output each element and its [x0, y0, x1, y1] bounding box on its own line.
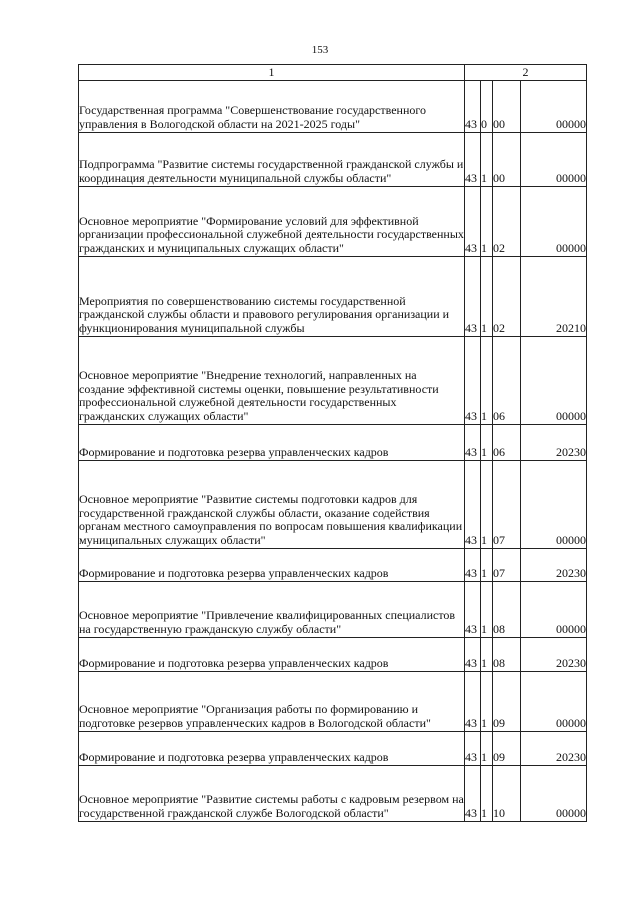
row-name: Формирование и подготовка резерва управленческих кадров	[79, 732, 465, 766]
code-a: 43	[465, 461, 481, 549]
table-row	[79, 257, 587, 337]
table-row	[79, 461, 587, 549]
code-d: 20230	[521, 549, 587, 582]
code-b: 1	[481, 638, 493, 672]
code-d: 00000	[521, 81, 587, 133]
code-b: 1	[481, 582, 493, 638]
code-c: 06	[493, 425, 521, 461]
code-b: 1	[481, 337, 493, 425]
row-name: Мероприятия по совершенствованию системы государственной гражданской службы области и правового регулирования организации и функционирования муниципальной службы	[79, 257, 465, 337]
table-row	[79, 81, 587, 133]
row-name: Формирование и подготовка резерва управленческих кадров	[79, 549, 465, 582]
table-row	[79, 638, 587, 672]
code-a: 43	[465, 732, 481, 766]
code-b: 1	[481, 549, 493, 582]
code-b: 1	[481, 257, 493, 337]
row-name: Основное мероприятие "Внедрение технологий, направленных на создание эффективной системы оценки, повышение результативности профессиональной служебной деятельности государственных гражданских служащих области"	[79, 337, 465, 425]
code-c: 00	[493, 133, 521, 187]
row-name: Формирование и подготовка резерва управленческих кадров	[79, 638, 465, 672]
code-c: 10	[493, 766, 521, 822]
code-c: 00	[493, 81, 521, 133]
code-a: 43	[465, 133, 481, 187]
table-row	[79, 672, 587, 732]
table-row	[79, 549, 587, 582]
code-b: 1	[481, 133, 493, 187]
code-c: 09	[493, 732, 521, 766]
code-a: 43	[465, 638, 481, 672]
code-a: 43	[465, 187, 481, 257]
code-c: 07	[493, 549, 521, 582]
code-d: 00000	[521, 187, 587, 257]
table-row	[79, 582, 587, 638]
code-c: 09	[493, 672, 521, 732]
table-row	[79, 425, 587, 461]
code-d: 00000	[521, 672, 587, 732]
code-a: 43	[465, 337, 481, 425]
code-b: 1	[481, 461, 493, 549]
code-d: 00000	[521, 337, 587, 425]
code-d: 20230	[521, 638, 587, 672]
row-name: Подпрограмма "Развитие системы государственной гражданской службы и координация деятельности муниципальной службы области"	[79, 133, 465, 187]
table-row	[79, 732, 587, 766]
code-d: 20230	[521, 425, 587, 461]
code-a: 43	[465, 582, 481, 638]
code-d: 00000	[521, 461, 587, 549]
code-d: 20210	[521, 257, 587, 337]
code-c: 08	[493, 582, 521, 638]
code-a: 43	[465, 766, 481, 822]
header-col-2: 2	[465, 65, 587, 81]
code-d: 00000	[521, 766, 587, 822]
code-b: 1	[481, 672, 493, 732]
code-b: 1	[481, 187, 493, 257]
row-name: Основное мероприятие "Привлечение квалифицированных специалистов на государственную гражданскую службу области"	[79, 582, 465, 638]
row-name: Государственная программа "Совершенствование государственного управления в Вологодской области на 2021-2025 годы"	[79, 81, 465, 133]
row-name: Формирование и подготовка резерва управленческих кадров	[79, 425, 465, 461]
table-row	[79, 766, 587, 822]
row-name: Основное мероприятие "Развитие системы работы с кадровым резервом на государственной гражданской службе Вологодской области"	[79, 766, 465, 822]
table-row	[79, 133, 587, 187]
code-b: 0	[481, 81, 493, 133]
row-name: Основное мероприятие "Развитие системы подготовки кадров для государственной гражданской службы области, оказание содействия органам местного самоуправления по вопросам повышения квалификации муниципальных служащих области"	[79, 461, 465, 549]
code-c: 06	[493, 337, 521, 425]
code-d: 20230	[521, 732, 587, 766]
header-col-1: 1	[79, 65, 465, 81]
code-c: 02	[493, 257, 521, 337]
code-c: 07	[493, 461, 521, 549]
table-row	[79, 337, 587, 425]
code-b: 1	[481, 766, 493, 822]
page-number: 153	[311, 44, 329, 56]
budget-table	[78, 64, 587, 822]
code-b: 1	[481, 425, 493, 461]
code-a: 43	[465, 425, 481, 461]
row-name: Основное мероприятие "Формирование условий для эффективной организации профессиональной служебной деятельности государственных гражданских и муниципальных служащих области"	[79, 187, 465, 257]
code-a: 43	[465, 257, 481, 337]
row-name: Основное мероприятие "Организация работы по формированию и подготовке резервов управленческих кадров в Вологодской области"	[79, 672, 465, 732]
code-c: 02	[493, 187, 521, 257]
table-row	[79, 187, 587, 257]
code-a: 43	[465, 672, 481, 732]
code-c: 08	[493, 638, 521, 672]
code-a: 43	[465, 81, 481, 133]
table-header-row	[79, 65, 587, 81]
code-d: 00000	[521, 133, 587, 187]
code-a: 43	[465, 549, 481, 582]
code-d: 00000	[521, 582, 587, 638]
code-b: 1	[481, 732, 493, 766]
